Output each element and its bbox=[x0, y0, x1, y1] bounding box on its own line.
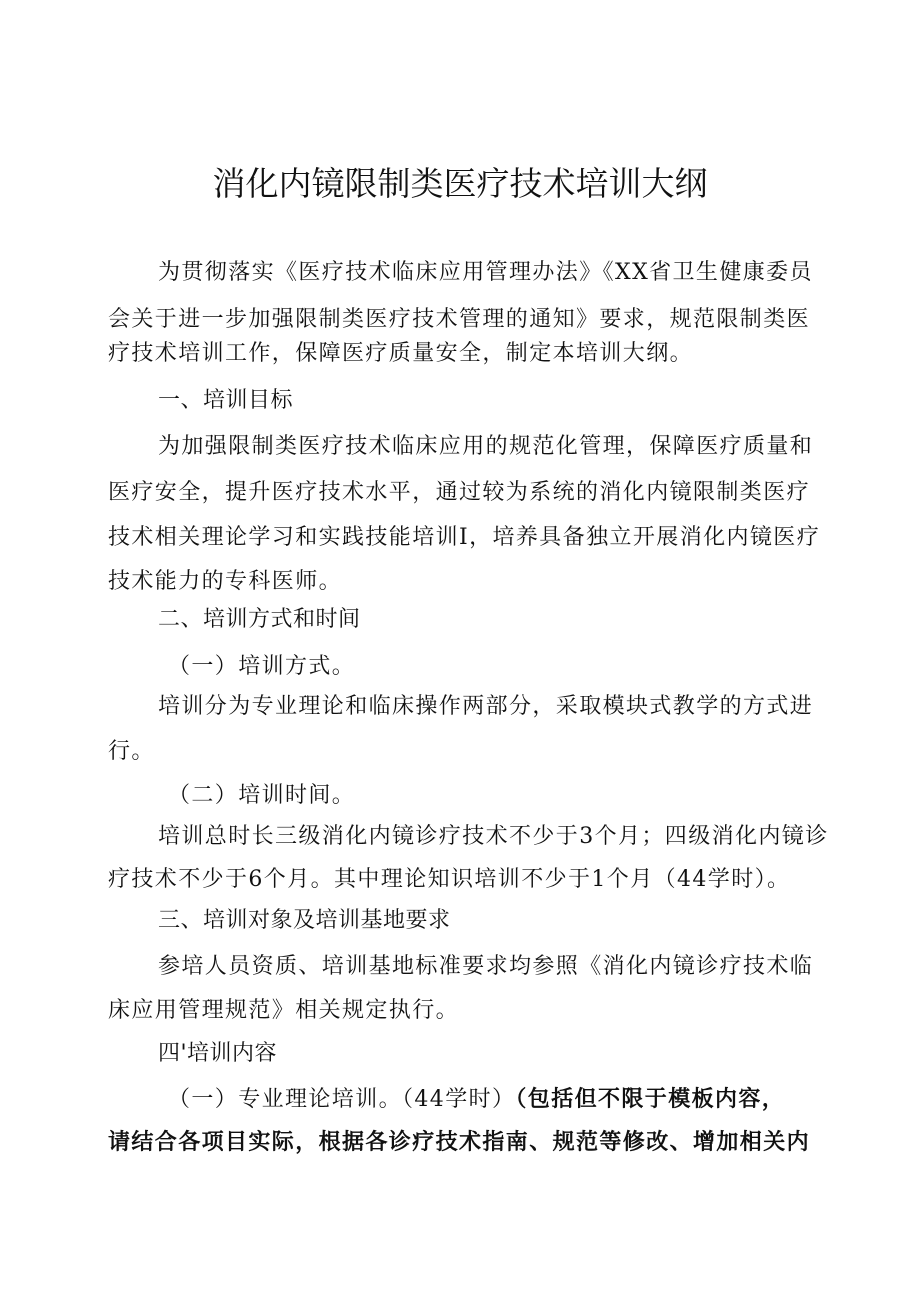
document-title: 消化内镜限制类医疗技术培训大纲 bbox=[212, 164, 708, 203]
intro-line-1: 为贯彻落实《医疗技术临床应用管理办法》《XX省卫生健康委员 bbox=[158, 260, 813, 285]
subheading-time: （二）培训时间。 bbox=[168, 783, 356, 808]
intro-line-3: 疗技术培训工作，保障医疗质量安全，制定本培训大纲。 bbox=[108, 341, 694, 366]
goals-line-4: 技术能力的专科医师。 bbox=[108, 569, 343, 594]
section-heading-goals: 一、培训目标 bbox=[158, 388, 294, 413]
trainees-line-2: 床应用管理规范》相关规定执行。 bbox=[108, 998, 460, 1023]
section-heading-method-time: 二、培训方式和时间 bbox=[158, 607, 361, 632]
subheading-method: （一）培训方式。 bbox=[168, 654, 356, 679]
content-bold-note-line-2: 请结合各项目实际，根据各诊疗技术指南、规范等修改、增加相关内 bbox=[108, 1129, 811, 1155]
method-line-2: 行。 bbox=[108, 739, 155, 764]
section-heading-trainees-base: 三、培训对象及培训基地要求 bbox=[158, 908, 451, 933]
method-line-1: 培训分为专业理论和临床操作两部分，采取模块式教学的方式进 bbox=[158, 694, 814, 719]
section-heading-content: 四'培训内容 bbox=[158, 1041, 278, 1066]
goals-line-3: 技术相关理论学习和实践技能培训I，培养具备独立开展消化内镜医疗 bbox=[108, 525, 821, 550]
goals-line-1: 为加强限制类医疗技术临床应用的规范化管理，保障医疗质量和 bbox=[158, 434, 814, 459]
goals-line-2: 医疗安全，提升医疗技术水平，通过较为系统的消化内镜限制类医疗 bbox=[108, 480, 811, 505]
intro-line-2: 会关于进一步加强限制类医疗技术管理的通知》要求，规范限制类医 bbox=[108, 307, 811, 332]
content-subheading-line bbox=[168, 1084, 785, 1115]
trainees-line-1: 参培人员资质、培训基地标准要求均参照《消化内镜诊疗技术临 bbox=[158, 954, 814, 979]
time-line-1: 培训总时长三级消化内镜诊疗技术不少于3个月；四级消化内镜诊 bbox=[158, 824, 829, 849]
content-subheading-bold-note: （包括但不限于模板内容， bbox=[515, 1086, 786, 1112]
time-line-2: 疗技术不少于6个月。其中理论知识培训不少于1个月（44学时）。 bbox=[108, 867, 791, 892]
content-subheading-normal: （一）专业理论培训。（44学时） bbox=[168, 1087, 516, 1112]
